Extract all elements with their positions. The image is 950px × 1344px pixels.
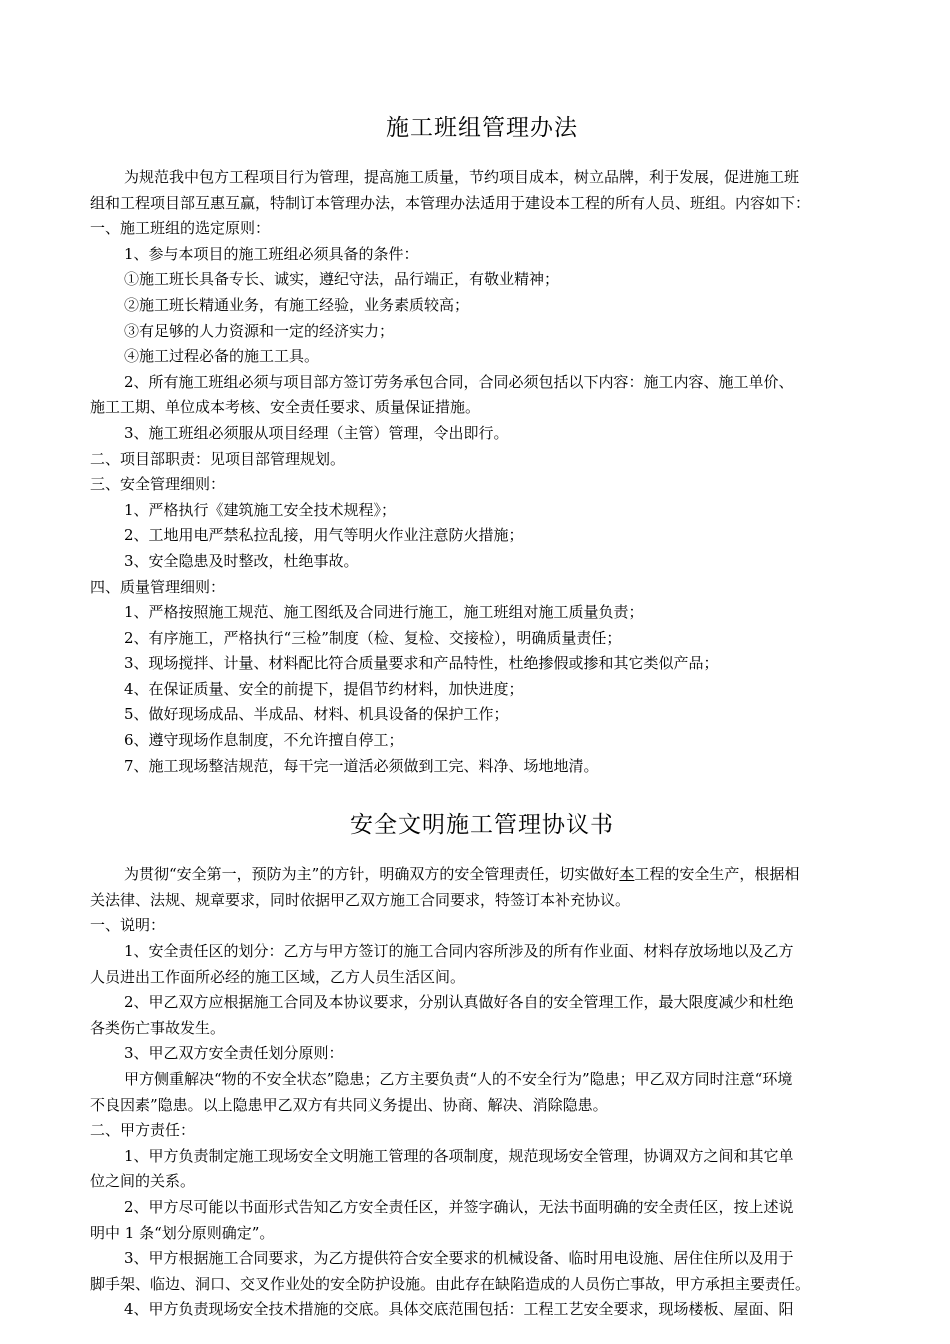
document-page xyxy=(90,112,874,1323)
doc1-body xyxy=(90,165,874,779)
doc2-first-line-underlined: 本 xyxy=(619,865,635,884)
doc1-paragraph-line: 组和工程项目部互惠互赢，特制订本管理办法，本管理办法适用于建设本工程的所有人员、班组。内容如下： xyxy=(90,193,811,212)
doc2-paragraph-line: 一、说明： xyxy=(90,916,166,935)
doc1-paragraph-line: 为规范我中包方工程项目行为管理，提高施工质量，节约项目成本，树立品牌，利于发展，促进施工班 xyxy=(124,168,800,186)
doc2-paragraph-line: 二、甲方责任： xyxy=(90,1121,196,1140)
doc1-paragraph-line: 四、质量管理细则： xyxy=(90,577,226,596)
doc1-paragraph-line: 7、施工现场整洁规范，每干完一道活必须做到工完、料净、场地地清。 xyxy=(124,756,599,775)
doc1-paragraph-line: 一、施工班组的选定原则： xyxy=(90,219,271,238)
doc2-first-line-before: 为贯彻“安全第一，预防为主”的方针，明确双方的安全管理责任，切实做好 xyxy=(124,865,620,884)
doc1-paragraph-line: 二、项目部职责：见项目部管理规划。 xyxy=(90,449,346,468)
doc1-title: 施工班组管理办法 xyxy=(386,115,578,141)
doc2-body-lines xyxy=(90,888,874,1323)
doc2-paragraph-line: 3、甲乙双方安全责任划分原则： xyxy=(124,1044,344,1063)
doc1-paragraph-line: 三、安全管理细则： xyxy=(90,475,226,494)
doc1-paragraph-line: 2、有序施工，严格执行“三检”制度（检、复检、交接检），明确质量责任； xyxy=(124,628,622,647)
doc1-paragraph-line: 3、施工班组必须服从项目经理（主管）管理，令出即行。 xyxy=(124,423,509,442)
doc1-paragraph-line: 4、在保证质量、安全的前提下，提倡节约材料，加快进度； xyxy=(124,679,524,698)
doc1-paragraph-line: 3、安全隐患及时整改，杜绝事故。 xyxy=(124,551,359,570)
doc2-paragraph-line: 1、甲方负责制定施工现场安全文明施工管理的各项制度，规范现场安全管理，协调双方之间和其它单 xyxy=(124,1146,794,1165)
doc2-paragraph-line: 人员进出工作面所必经的施工区域，乙方人员生活区间。 xyxy=(90,967,466,986)
doc2-paragraph-line: 3、甲方根据施工合同要求，为乙方提供符合安全要求的机械设备、临时用电设施、居住住所以及用于 xyxy=(124,1249,794,1268)
doc1-paragraph-line: 1、参与本项目的施工班组必须具备的条件： xyxy=(124,244,419,263)
doc1-paragraph-line: 2、所有施工班组必须与项目部方签订劳务承包合同，合同必须包括以下内容：施工内容、施工单价、 xyxy=(124,372,794,391)
doc2-body xyxy=(90,862,874,1323)
doc1-paragraph-line: 1、严格执行《建筑施工安全技术规程》； xyxy=(124,500,397,519)
doc2-paragraph-line: 1、安全责任区的划分：乙方与甲方签订的施工合同内容所涉及的所有作业面、材料存放场地以及乙方 xyxy=(124,942,794,961)
doc2-paragraph-line: 2、甲乙双方应根据施工合同及本协议要求，分别认真做好各自的安全管理工作，最大限度减少和杜绝 xyxy=(124,993,794,1012)
doc1-paragraph-line: ③有足够的人力资源和一定的经济实力； xyxy=(124,321,395,340)
doc2-first-line xyxy=(90,862,874,888)
doc1-paragraph-line: 5、做好现场成品、半成品、材料、机具设备的保护工作； xyxy=(124,705,509,724)
doc2-paragraph-line: 脚手架、临边、洞口、交叉作业处的安全防护设施。由此存在缺陷造成的人员伤亡事故，甲方承担主要责任。 xyxy=(90,1274,811,1293)
doc2-paragraph-line: 甲方侧重解决“物的不安全状态”隐患；乙方主要负责“人的不安全行为”隐患；甲乙双方同时注意“环境 xyxy=(124,1070,793,1088)
doc2-paragraph-line: 2、甲方尽可能以书面形式告知乙方安全责任区，并签字确认，无法书面明确的安全责任区，按上述说 xyxy=(124,1197,794,1216)
doc2-paragraph-line: 明中 1 条“划分原则确定”。 xyxy=(90,1223,275,1242)
doc1-paragraph-line: ①施工班长具备专长、诚实，遵纪守法，品行端正，有敬业精神； xyxy=(124,270,560,289)
doc2-paragraph-line: 不良因素”隐患。以上隐患甲乙双方有共同义务提出、协商、解决、消除隐患。 xyxy=(90,1095,608,1114)
doc2-paragraph-line: 关法律、法规、规章要求，同时依据甲乙双方施工合同要求，特签订本补充协议。 xyxy=(90,890,631,909)
doc1-paragraph-line: ②施工班长精通业务，有施工经验，业务素质较高； xyxy=(124,295,470,314)
doc2-paragraph-line: 各类伤亡事故发生。 xyxy=(90,1018,226,1037)
doc2-paragraph-line: 4、甲方负责现场安全技术措施的交底。具体交底范围包括：工程工艺安全要求，现场楼板、屋面、阳 xyxy=(124,1300,794,1319)
doc2-first-line-after: 工程的安全生产，根据相 xyxy=(634,865,800,884)
doc2-title: 安全文明施工管理协议书 xyxy=(350,812,614,839)
doc1-paragraph-line: 施工工期、单位成本考核、安全责任要求、质量保证措施。 xyxy=(90,398,481,417)
doc1-paragraph-line: 2、工地用电严禁私拉乱接，用气等明火作业注意防火措施； xyxy=(124,526,524,545)
doc1-paragraph-line: ④施工过程必备的施工工具。 xyxy=(124,347,320,366)
doc1-paragraph-line: 1、严格按照施工规范、施工图纸及合同进行施工，施工班组对施工质量负责； xyxy=(124,603,644,622)
doc1-paragraph-line: 6、遵守现场作息制度，不允许擅自停工； xyxy=(124,731,404,750)
doc1-paragraph-line: 3、现场搅拌、计量、材料配比符合质量要求和产品特性，杜绝掺假或掺和其它类似产品； xyxy=(124,654,719,673)
doc2-paragraph-line: 位之间的关系。 xyxy=(90,1172,196,1191)
